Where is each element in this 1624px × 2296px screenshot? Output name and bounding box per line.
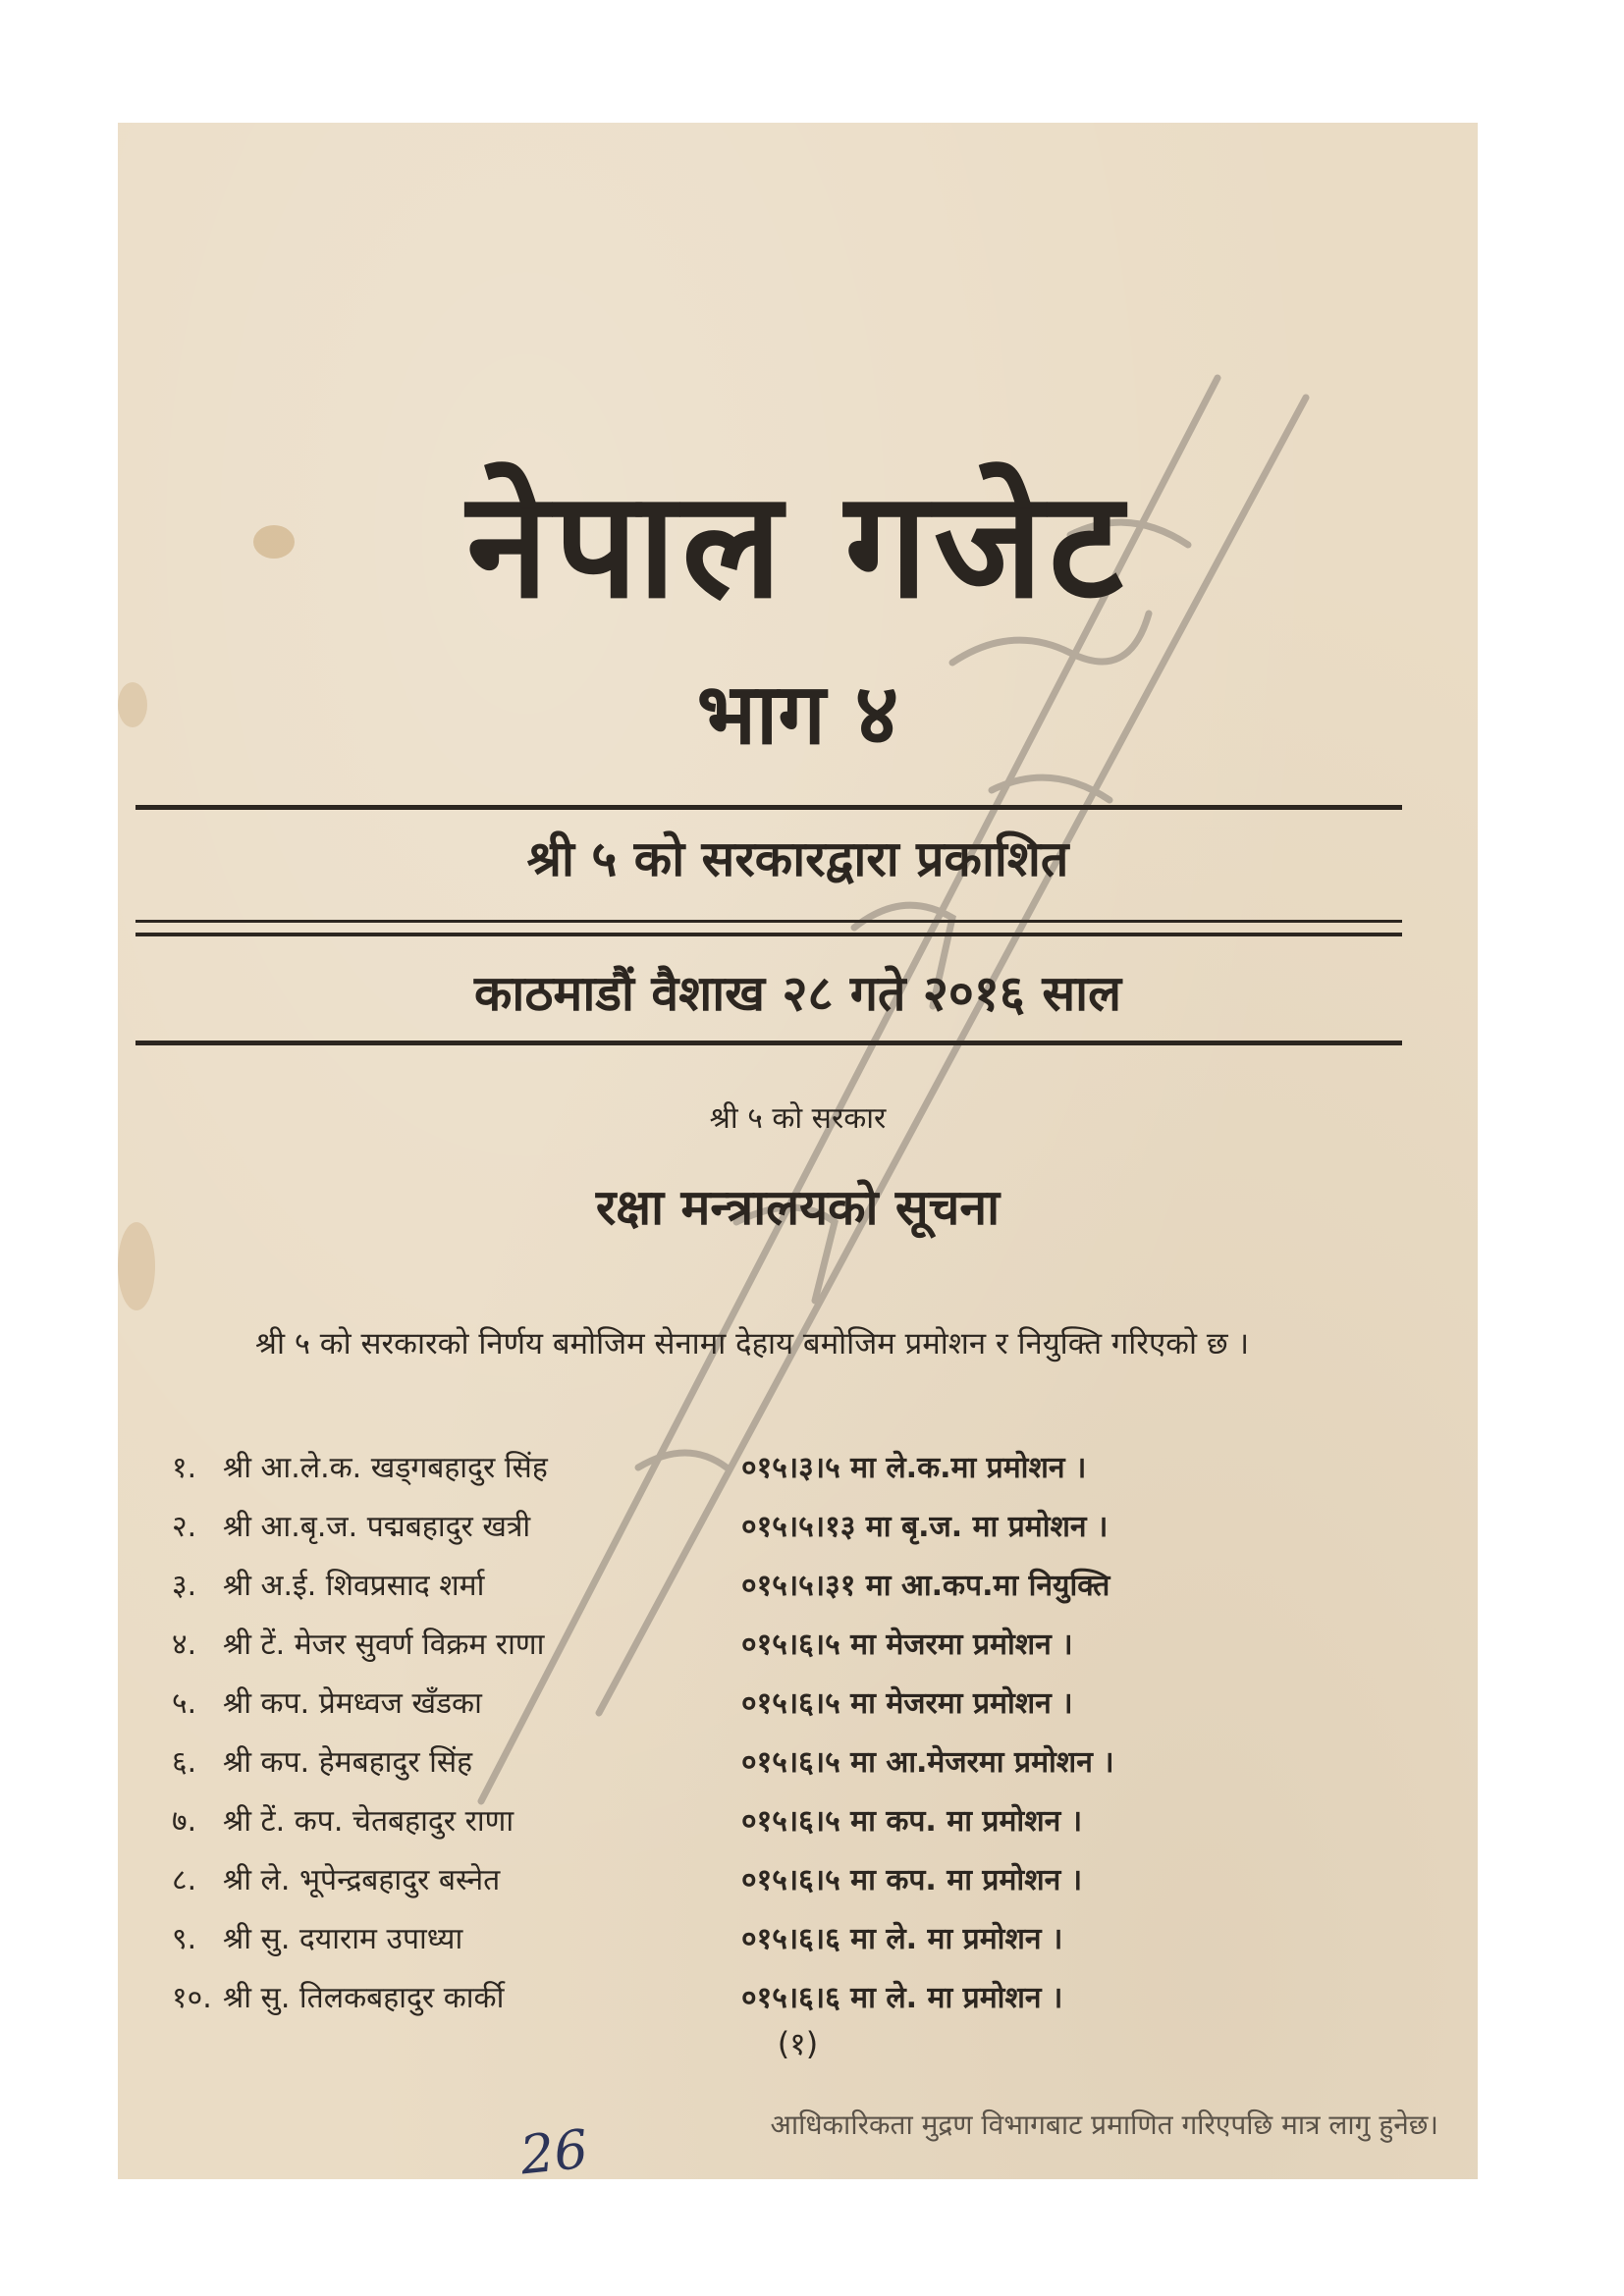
intro-paragraph: श्री ५ को सरकारको निर्णय बमोजिम सेनामा देहाय बमोजिम प्रमोशन र नियुक्ति गरिएको छ । — [255, 1326, 1250, 1362]
entry-name: श्री सु. दयाराम उपाध्या — [223, 1922, 463, 1956]
list-item — [172, 1858, 1429, 1917]
entry-number: ७. — [172, 1804, 197, 1839]
list-item — [172, 1740, 1429, 1799]
entry-number: २. — [172, 1510, 197, 1544]
entry-action: ०१५।६।६ मा ले. मा प्रमोशन । — [741, 1981, 1063, 2015]
entry-action: ०१५।३।५ मा ले.क.मा प्रमोशन । — [741, 1451, 1087, 1485]
gazette-page — [118, 123, 1478, 2187]
entry-action: ०१५।६।५ मा आ.मेजरमा प्रमोशन । — [741, 1745, 1114, 1780]
gazette-title: नेपाल गजेट — [466, 458, 1129, 631]
entry-name: श्री टें. कप. चेतबहादुर राणा — [223, 1804, 514, 1839]
entry-number: ९. — [172, 1922, 197, 1956]
handwritten-page-number: 26 — [516, 2117, 591, 2187]
entry-action: ०१५।६।५ मा कप. मा प्रमोशन । — [741, 1863, 1083, 1897]
list-item — [172, 1799, 1429, 1858]
list-item — [172, 1917, 1429, 1976]
divider — [135, 933, 1402, 936]
entry-name: श्री आ.बृ.ज. पद्मबहादुर खत्री — [223, 1510, 531, 1544]
entry-number: १०. — [172, 1981, 212, 2015]
entry-name: श्री टें. मेजर सुवर्ण विक्रम राणा — [223, 1628, 545, 1662]
paper-blemish — [118, 1222, 155, 1310]
entry-name: श्री अ.ई. शिवप्रसाद शर्मा — [223, 1569, 485, 1603]
entry-name: श्री ले. भूपेन्द्रबहादुर बस्नेत — [223, 1863, 501, 1897]
promotion-list — [172, 1446, 1429, 2035]
entry-number: ५. — [172, 1686, 197, 1721]
entry-number: १. — [172, 1451, 197, 1485]
entry-name: श्री आ.ले.क. खड्गबहादुर सिंह — [223, 1451, 548, 1485]
entry-name: श्री सु. तिलकबहादुर कार्की — [223, 1981, 505, 2015]
list-item — [172, 1505, 1429, 1564]
entry-action: ०१५।६।५ मा मेजरमा प्रमोशन । — [741, 1628, 1073, 1662]
entry-action: ०१५।६।५ मा मेजरमा प्रमोशन । — [741, 1686, 1073, 1721]
publisher-line: श्री ५ को सरकारद्वारा प्रकाशित — [526, 830, 1069, 887]
list-item — [172, 1623, 1429, 1682]
entry-number: ३. — [172, 1569, 197, 1603]
list-item — [172, 1564, 1429, 1623]
entry-name: श्री कप. प्रेमध्वज खँडका — [223, 1686, 482, 1721]
entry-number: ६. — [172, 1745, 197, 1780]
entry-action: ०१५।६।६ मा ले. मा प्रमोशन । — [741, 1922, 1063, 1956]
gazette-part: भाग ४ — [696, 666, 899, 764]
government-heading: श्री ५ को सरकार — [709, 1101, 887, 1136]
dateline: काठमाडौं वैशाख २८ गते २०१६ साल — [474, 965, 1121, 1022]
ministry-notice-heading: रक्षा मन्त्रालयको सूचना — [595, 1179, 1001, 1236]
entry-action: ०१५।५।१३ मा बृ.ज. मा प्रमोशन । — [741, 1510, 1109, 1544]
divider — [135, 920, 1402, 923]
footer-note: आधिकारिकता मुद्रण विभागबाट प्रमाणित गरिएपछि मात्र लागु हुनेछ। — [770, 2109, 1438, 2141]
list-item — [172, 1446, 1429, 1505]
entry-action: ०१५।६।५ मा कप. मा प्रमोशन । — [741, 1804, 1083, 1839]
entry-number: ४. — [172, 1628, 197, 1662]
list-item — [172, 1682, 1429, 1740]
divider — [135, 805, 1402, 810]
entry-name: श्री कप. हेमबहादुर सिंह — [223, 1745, 473, 1780]
divider — [135, 1041, 1402, 1045]
entry-number: ८. — [172, 1863, 197, 1897]
page-number: (१) — [777, 2025, 819, 2062]
entry-action: ०१५।५।३१ मा आ.कप.मा नियुक्ति — [741, 1569, 1110, 1603]
